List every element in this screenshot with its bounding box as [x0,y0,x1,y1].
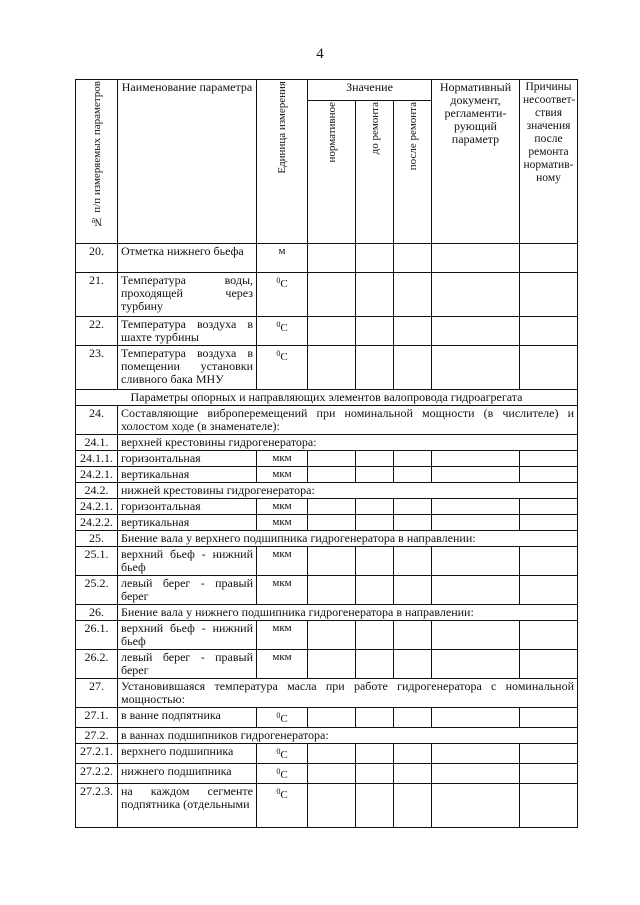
doc-cell [432,451,520,467]
reason-cell [520,708,578,728]
value-normative-cell [308,346,356,390]
unit-cell [257,650,308,679]
row-number: 27.2.2. [76,764,118,784]
group-caption: Составляющие виброперемещений при номинальной мощности (в числителе) и холостом ходе (в знаменателе): [118,406,578,435]
reason-cell [520,744,578,764]
table-row [76,650,578,679]
table-row [76,547,578,576]
degree-mark: 0 [276,787,281,796]
unit-cell [257,346,308,390]
table-row [76,317,578,346]
degree-mark: 0 [276,276,281,285]
row-number: 27.2.1. [76,744,118,764]
value-before-cell [356,764,394,784]
header-value-group: Значение [308,80,432,101]
group-caption: нижней крестовины гидрогенератора: [118,483,578,499]
row-number: 26.2. [76,650,118,679]
value-before-cell [356,650,394,679]
row-number: 24.2.1. [76,499,118,515]
header-after: после ремонта [394,101,432,244]
row-number: 24.1. [76,435,118,451]
value-after-cell [394,650,432,679]
parameter-name: Температура воды, проходящей через турбину [118,273,257,317]
header-reason: Причины несоответ-ствия значения после ремонта норматив-ному [520,80,578,244]
doc-cell [432,764,520,784]
reason-cell [520,515,578,531]
table-row [76,390,578,406]
unit-cell [257,317,308,346]
table-row [76,499,578,515]
unit-label: мкм [272,516,292,528]
row-number: 25. [76,531,118,547]
value-after-cell [394,515,432,531]
parameter-name: нижнего подшипника [118,764,257,784]
value-before-cell [356,515,394,531]
unit-label: мкм [272,452,292,464]
parameter-name: на каждом сегменте подпятника (отдельными [118,784,257,828]
doc-cell [432,317,520,346]
reason-cell [520,273,578,317]
unit-label: C [280,351,288,363]
table-row [76,728,578,744]
unit-label: мкм [272,548,292,560]
row-number: 24. [76,406,118,435]
group-caption: Биение вала у нижнего подшипника гидрогенератора в направлении: [118,605,578,621]
parameter-name: левый берег - правый берег [118,576,257,605]
reason-cell [520,576,578,605]
table-row [76,451,578,467]
value-after-cell [394,273,432,317]
group-caption: верхней крестовины гидрогенератора: [118,435,578,451]
row-number: 25.2. [76,576,118,605]
unit-label: м [278,245,286,257]
value-before-cell [356,576,394,605]
degree-mark: 0 [276,711,281,720]
parameter-name: в ванне подпятника [118,708,257,728]
unit-label: мкм [272,500,292,512]
unit-label: C [280,789,288,801]
value-after-cell [394,547,432,576]
value-normative-cell [308,547,356,576]
value-normative-cell [308,744,356,764]
value-before-cell [356,784,394,828]
unit-cell [257,467,308,483]
table-row [76,679,578,708]
table-row [76,605,578,621]
unit-cell [257,244,308,273]
unit-label: C [280,769,288,781]
parameter-name: Отметка нижнего бьефа [118,244,257,273]
unit-cell [257,621,308,650]
value-normative-cell [308,244,356,273]
doc-cell [432,744,520,764]
value-after-cell [394,764,432,784]
parameter-name: горизонтальная [118,451,257,467]
value-before-cell [356,499,394,515]
value-before-cell [356,451,394,467]
header-name: Наименование параметра [118,80,257,244]
doc-cell [432,244,520,273]
parameter-name: верхнего подшипника [118,744,257,764]
parameter-name: Температура воздуха в помещении установки сливного бака МНУ [118,346,257,390]
unit-label: мкм [272,622,292,634]
table-row [76,406,578,435]
doc-cell [432,499,520,515]
unit-cell [257,515,308,531]
table-row [76,744,578,764]
header-row-1 [76,80,578,101]
header-doc: Нормативный документ, регламенти-рующий параметр [432,80,520,244]
table-row [76,273,578,317]
section-heading: Параметры опорных и направляющих элементов валопровода гидроагрегата [76,390,578,406]
header-unit: Единица измерения [257,80,308,244]
header-before: до ремонта [356,101,394,244]
row-number: 24.1.1. [76,451,118,467]
value-after-cell [394,346,432,390]
unit-cell [257,784,308,828]
value-before-cell [356,273,394,317]
value-before-cell [356,346,394,390]
table-row [76,708,578,728]
reason-cell [520,547,578,576]
table-row [76,483,578,499]
value-before-cell [356,467,394,483]
table-body [76,244,578,828]
row-number: 22. [76,317,118,346]
row-number: 27. [76,679,118,708]
parameter-name: вертикальная [118,467,257,483]
degree-mark: 0 [276,767,281,776]
unit-cell [257,744,308,764]
unit-cell [257,499,308,515]
table-row [76,346,578,390]
parameter-name: верхний бьеф - нижний бьеф [118,547,257,576]
value-normative-cell [308,273,356,317]
reason-cell [520,650,578,679]
reason-cell [520,784,578,828]
value-before-cell [356,708,394,728]
parameter-name: горизонтальная [118,499,257,515]
unit-cell [257,273,308,317]
unit-label: мкм [272,577,292,589]
group-caption: в ваннах подшипников гидрогенератора: [118,728,578,744]
reason-cell [520,499,578,515]
degree-mark: 0 [276,747,281,756]
parameters-table [75,79,578,828]
doc-cell [432,576,520,605]
row-number: 24.2.2. [76,515,118,531]
table-row [76,784,578,828]
unit-label: C [280,278,288,290]
value-after-cell [394,708,432,728]
row-number: 21. [76,273,118,317]
value-normative-cell [308,764,356,784]
table-row [76,467,578,483]
value-normative-cell [308,621,356,650]
unit-label: C [280,749,288,761]
value-after-cell [394,467,432,483]
row-number: 27.1. [76,708,118,728]
row-number: 25.1. [76,547,118,576]
value-normative-cell [308,576,356,605]
doc-cell [432,515,520,531]
value-normative-cell [308,467,356,483]
value-normative-cell [308,708,356,728]
value-after-cell [394,576,432,605]
header-normative: нормативное [308,101,356,244]
unit-cell [257,764,308,784]
row-number: 26. [76,605,118,621]
reason-cell [520,244,578,273]
value-before-cell [356,244,394,273]
table-row [76,576,578,605]
page-number: 4 [316,46,324,62]
doc-cell [432,650,520,679]
unit-label: мкм [272,651,292,663]
unit-cell [257,547,308,576]
degree-mark: 0 [276,320,281,329]
table-row [76,621,578,650]
value-before-cell [356,744,394,764]
value-normative-cell [308,784,356,828]
doc-cell [432,621,520,650]
doc-cell [432,708,520,728]
row-number: 24.2. [76,483,118,499]
value-normative-cell [308,317,356,346]
reason-cell [520,764,578,784]
value-after-cell [394,451,432,467]
unit-label: мкм [272,468,292,480]
row-number: 26.1. [76,621,118,650]
reason-cell [520,621,578,650]
table-row [76,764,578,784]
parameter-name: левый берег - правый берег [118,650,257,679]
value-normative-cell [308,499,356,515]
unit-cell [257,451,308,467]
value-after-cell [394,621,432,650]
row-number: 23. [76,346,118,390]
row-number: 27.2. [76,728,118,744]
row-number: 20. [76,244,118,273]
value-before-cell [356,547,394,576]
doc-cell [432,784,520,828]
unit-label: C [280,322,288,334]
value-before-cell [356,621,394,650]
reason-cell [520,346,578,390]
unit-cell [257,708,308,728]
table-row [76,435,578,451]
group-caption: Установившаяся температура масла при работе гидрогенератора с номинальной мощностью: [118,679,578,708]
group-caption: Биение вала у верхнего подшипника гидрогенератора в направлении: [118,531,578,547]
doc-cell [432,467,520,483]
unit-label: C [280,713,288,725]
value-normative-cell [308,650,356,679]
doc-cell [432,273,520,317]
table-row [76,244,578,273]
value-after-cell [394,244,432,273]
row-number: 24.2.1. [76,467,118,483]
unit-cell [257,576,308,605]
reason-cell [520,467,578,483]
value-after-cell [394,744,432,764]
value-normative-cell [308,451,356,467]
reason-cell [520,451,578,467]
value-before-cell [356,317,394,346]
reason-cell [520,317,578,346]
doc-cell [432,346,520,390]
doc-cell [432,547,520,576]
table-row [76,531,578,547]
header-num: № п/п измеряемых параметров [76,80,118,244]
value-after-cell [394,317,432,346]
value-after-cell [394,784,432,828]
parameter-name: Температура воздуха в шахте турбины [118,317,257,346]
parameter-name: верхний бьеф - нижний бьеф [118,621,257,650]
value-after-cell [394,499,432,515]
row-number: 27.2.3. [76,784,118,828]
parameter-name: вертикальная [118,515,257,531]
table-row [76,515,578,531]
degree-mark: 0 [276,349,281,358]
value-normative-cell [308,515,356,531]
